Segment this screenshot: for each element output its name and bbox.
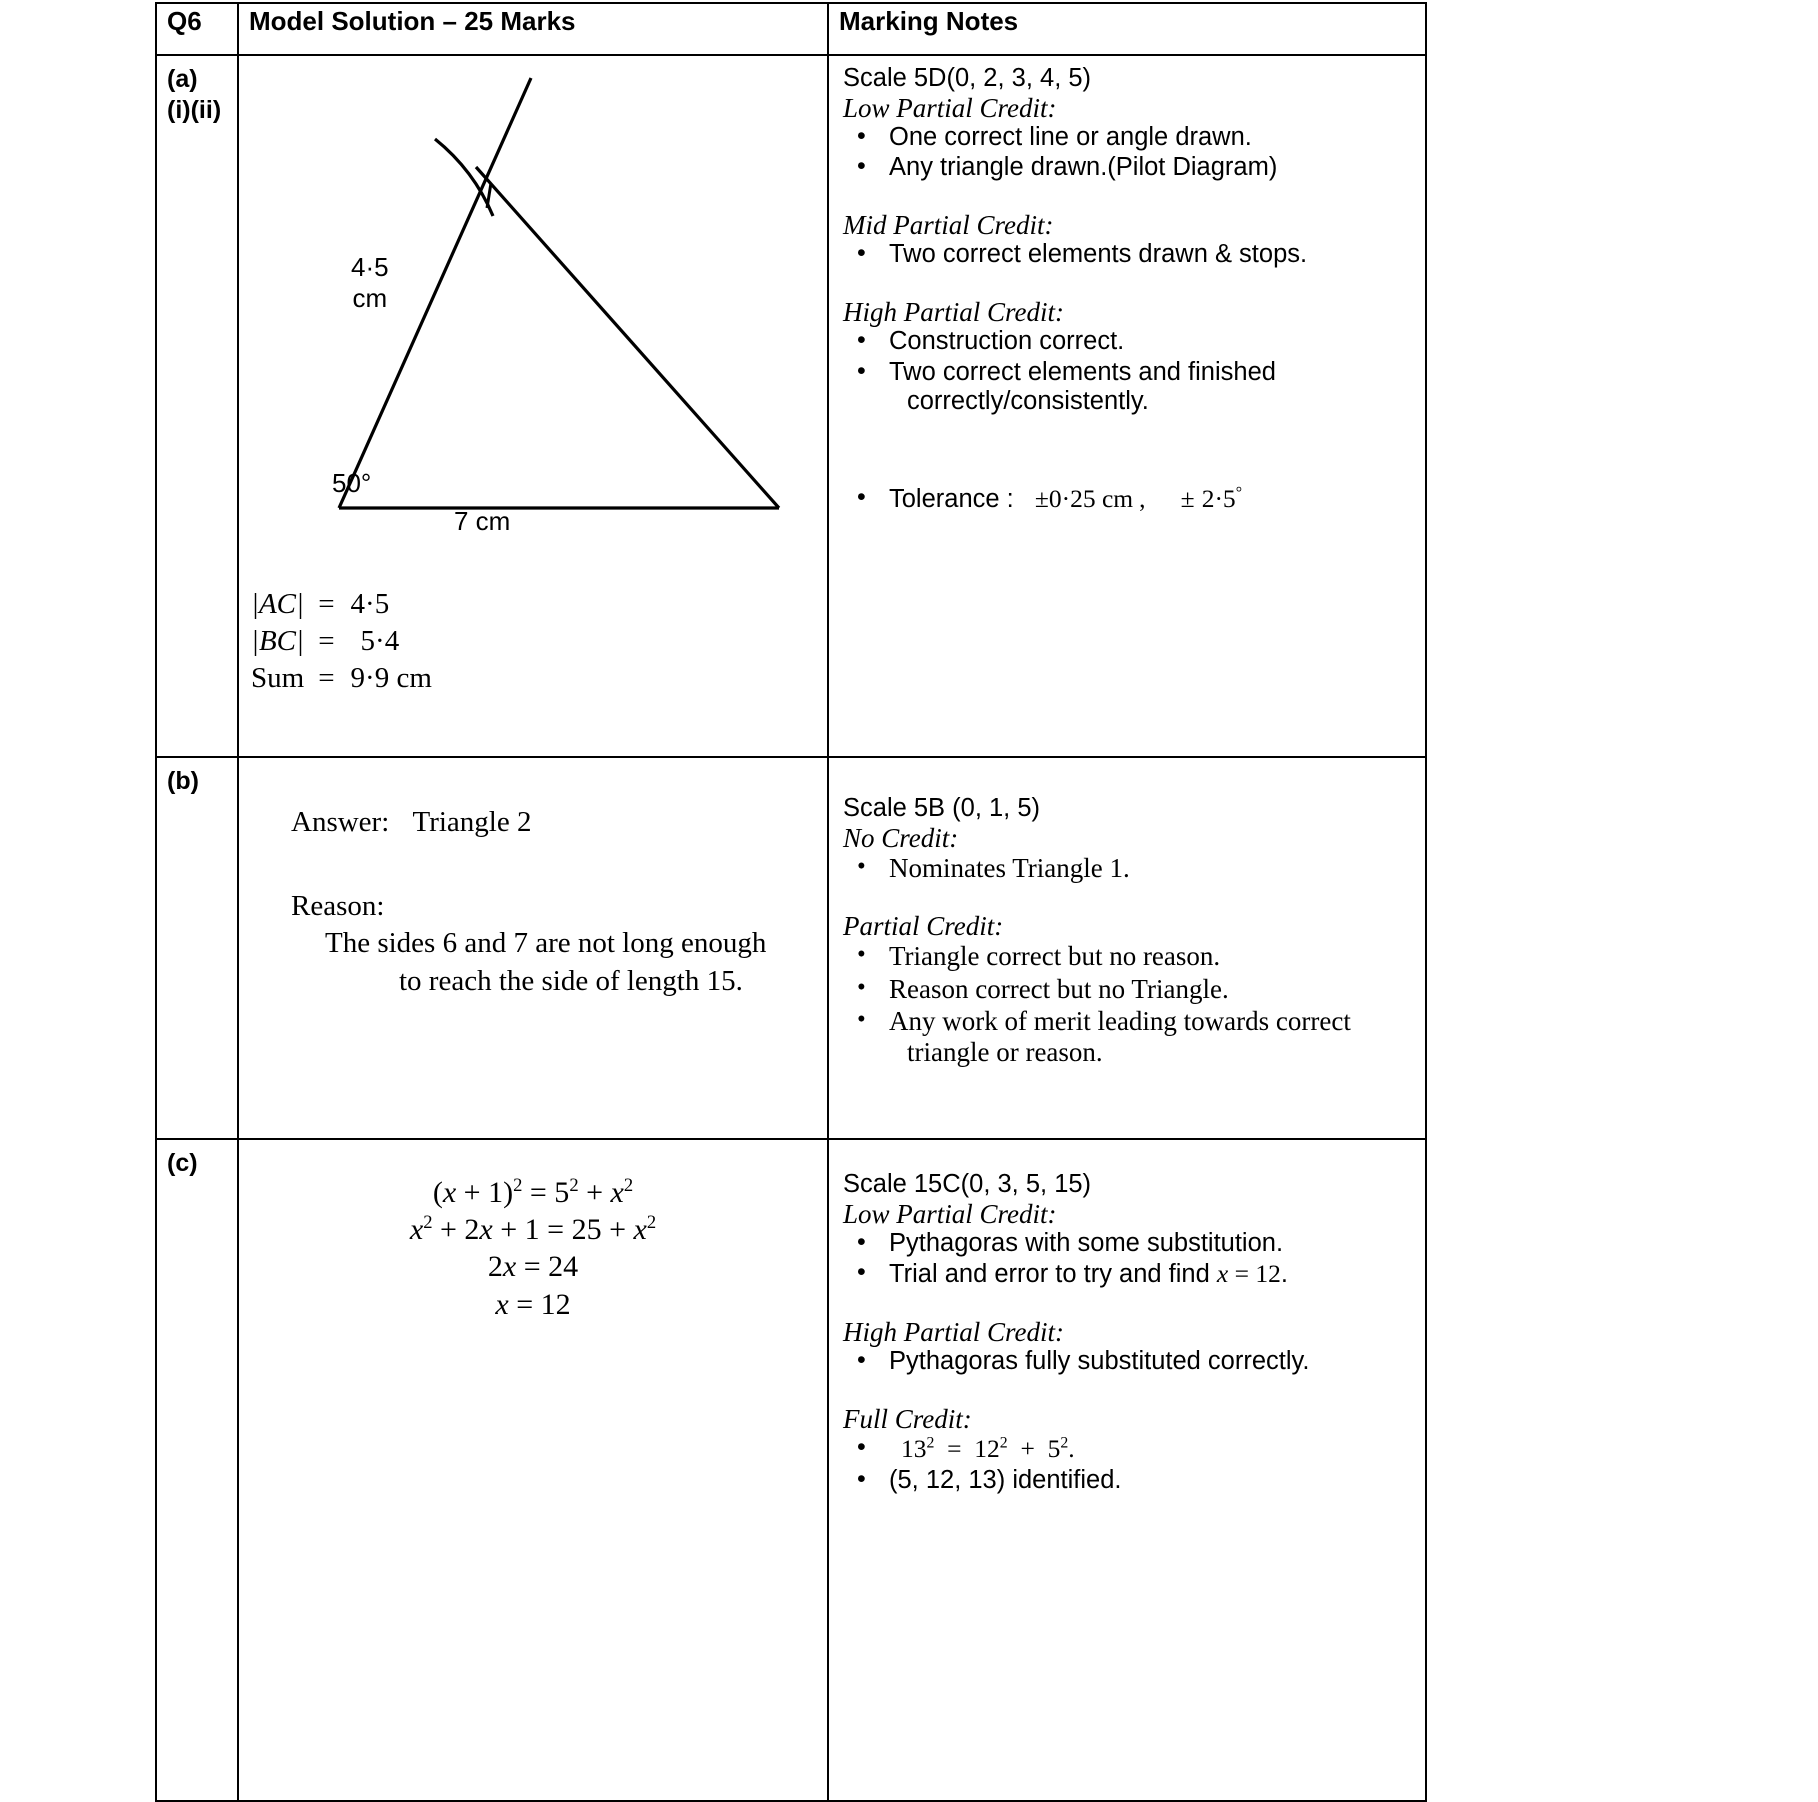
list-item: • (5, 12, 13) identified. — [843, 1466, 1419, 1496]
measurement-key-ac: |AC| — [251, 588, 305, 620]
header-model-solution: Model Solution – 25 Marks — [238, 3, 828, 55]
side-length-value: 4·5 — [351, 252, 389, 282]
equation-line-2: $x^2 + 2x + 1 = 25 + x^2$ — [409, 1212, 657, 1247]
list-item: • Nominates Triangle 1. — [843, 853, 1419, 884]
part-label-a — [156, 55, 238, 757]
equation-line-1: $(x + 1)^2 = 5^2 + x^2$ — [432, 1175, 634, 1209]
equation-line-4: x = 12 — [495, 1287, 571, 1321]
measurements-block — [251, 586, 432, 697]
measurement-value-ac: 4·5 — [350, 588, 390, 620]
spacer — [843, 885, 1419, 911]
measurement-key-bc: |BC| — [251, 625, 305, 658]
high-partial-credit-head-a: High Partial Credit: — [843, 296, 1064, 327]
spacer — [843, 470, 1419, 484]
full-credit-list-c — [843, 1434, 1419, 1495]
spacer — [843, 1148, 1419, 1170]
plus-minus-icon: ± — [1034, 483, 1049, 513]
list-item-continuation: correctly/consistently. — [907, 387, 1149, 416]
measurement-key-sum: Sum — [251, 662, 305, 695]
degree-symbol: ° — [1235, 484, 1243, 502]
reason-label: Reason: — [291, 889, 385, 922]
mid-partial-credit-head-a: Mid Partial Credit: — [843, 209, 1054, 240]
list-item-text: Trial and error to try and find — [889, 1260, 1217, 1289]
high-partial-credit-list-c — [843, 1347, 1419, 1377]
equation-block-c — [239, 1140, 827, 1323]
base-length-label: 7 cm — [454, 506, 511, 536]
mid-partial-credit-list-a — [843, 240, 1419, 270]
list-item: • Pythagoras with some substitution. — [843, 1229, 1419, 1259]
full-credit-head-c: Full Credit: — [843, 1403, 972, 1434]
low-partial-credit-head-c: Low Partial Credit: — [843, 1198, 1057, 1229]
tolerance-comma: , — [1139, 483, 1146, 513]
triangle-right-side — [476, 167, 779, 508]
measurement-value-bc: 5·4 — [360, 625, 400, 658]
low-partial-credit-list-a — [843, 123, 1419, 183]
list-item-text: Any work of merit leading towards correct — [889, 1005, 1351, 1036]
marking-scheme-table — [155, 2, 1427, 1802]
list-item-tolerance — [843, 484, 1419, 515]
tolerance-prefix: Tolerance : — [889, 484, 1014, 513]
header-question: Q6 — [156, 3, 238, 55]
tolerance-list-a — [843, 484, 1419, 515]
part-label-a-line1: (a) — [167, 65, 198, 93]
scale-line-a: Scale 5D(0, 2, 3, 4, 5) — [843, 64, 1092, 92]
list-item: • Pythagoras fully substituted correctly. — [843, 1347, 1419, 1377]
list-item-text: Two correct elements and finished — [889, 357, 1276, 386]
measurement-eq-bc: = — [318, 625, 335, 658]
model-solution-a — [238, 55, 828, 757]
answer-value: Triangle 2 — [412, 806, 532, 838]
spacer — [843, 1291, 1419, 1317]
part-label-c — [156, 1139, 238, 1801]
table-header-row — [156, 3, 1426, 55]
list-item: • Triangle correct but no reason. — [843, 941, 1419, 972]
spacer — [843, 418, 1419, 470]
model-solution-b — [238, 757, 828, 1139]
tolerance-linear-value: 0·25 cm — [1048, 483, 1134, 513]
low-partial-credit-list-c — [843, 1229, 1419, 1290]
measurement-row — [251, 586, 432, 623]
model-solution-b-body — [239, 758, 827, 1001]
model-solution-c — [238, 1139, 828, 1801]
list-item: • Two correct elements drawn & stops. — [843, 240, 1419, 270]
table-row — [156, 757, 1426, 1139]
list-item: • Construction correct. — [843, 327, 1419, 357]
angle-label: 50° — [332, 468, 372, 498]
triangle-construction-diagram — [239, 56, 827, 695]
low-partial-credit-head-a: Low Partial Credit: — [843, 92, 1057, 123]
list-item-continuation: triangle or reason. — [907, 1037, 1103, 1068]
measurement-eq-sum: = — [318, 662, 335, 695]
high-partial-credit-list-a — [843, 327, 1419, 417]
tolerance-angular-value: 2·5 — [1201, 483, 1236, 513]
measurement-row — [251, 660, 432, 697]
list-item-math: x = 12 — [1216, 1259, 1281, 1289]
part-label-a-line2: (i)(ii) — [167, 95, 222, 124]
plus-minus-icon-2: ± — [1180, 483, 1195, 513]
marking-notes-b — [828, 757, 1426, 1139]
measurement-value-sum: 9·9 cm — [350, 662, 432, 695]
side-length-unit: cm — [352, 282, 388, 313]
partial-credit-head-b: Partial Credit: — [843, 911, 1004, 942]
high-partial-credit-head-c: High Partial Credit: — [843, 1316, 1064, 1347]
part-label-b — [156, 757, 238, 1139]
marking-notes-a — [828, 55, 1426, 757]
scale-line-b: Scale 5B (0, 1, 5) — [843, 794, 1041, 822]
spacer — [843, 766, 1419, 794]
spacer — [843, 1378, 1419, 1404]
marking-notes-c — [828, 1139, 1426, 1801]
no-credit-head-b: No Credit: — [843, 822, 959, 853]
scale-line-c: Scale 15C(0, 3, 5, 15) — [843, 1170, 1092, 1198]
list-item — [843, 358, 1419, 417]
part-label-c-text: (c) — [167, 1149, 198, 1177]
spacer — [843, 184, 1419, 210]
list-item-equation — [843, 1434, 1419, 1465]
side-length-label — [351, 252, 389, 313]
partial-credit-list-b — [843, 941, 1419, 1068]
reason-line-1: The sides 6 and 7 are not long enough — [325, 927, 767, 960]
spacer — [291, 842, 827, 888]
equation-line-3: 2x = 24 — [487, 1250, 579, 1284]
no-credit-list-b — [843, 853, 1419, 884]
header-marking-notes: Marking Notes — [828, 3, 1426, 55]
answer-label: Answer: — [291, 806, 390, 838]
list-item: • Any triangle drawn.(Pilot Diagram) — [843, 153, 1419, 183]
part-label-b-text: (b) — [167, 767, 199, 795]
measurement-row — [251, 623, 432, 660]
answer-line — [291, 804, 827, 842]
list-item-period: . — [1280, 1260, 1288, 1289]
measurement-eq-ac: = — [318, 588, 335, 620]
list-item — [843, 1006, 1419, 1069]
construction-tick — [487, 183, 491, 208]
list-item — [843, 1259, 1419, 1290]
spacer — [843, 271, 1419, 297]
table-row — [156, 1139, 1426, 1801]
list-item: • Reason correct but no Triangle. — [843, 974, 1419, 1005]
full-credit-equation: $13^2 = 12^2 + 5^2$. — [901, 1433, 1075, 1463]
table-row — [156, 55, 1426, 757]
reason-line-2: to reach the side of length 15. — [399, 965, 743, 998]
list-item: • One correct line or angle drawn. — [843, 123, 1419, 153]
triangle-svg — [239, 56, 825, 576]
